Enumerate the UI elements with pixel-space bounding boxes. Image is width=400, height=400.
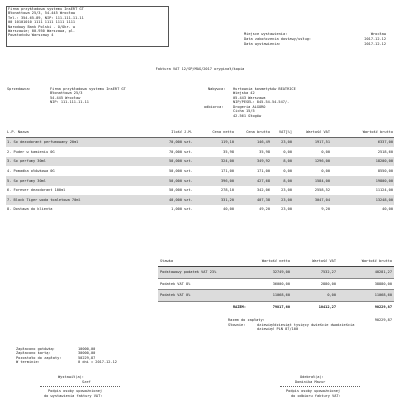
vat-col-vat: Wartość VAT: [292, 256, 338, 267]
item-unit: szt.: [183, 137, 205, 147]
vat-gross: 11068,60: [338, 290, 394, 301]
item-vat-rate: 8,00: [271, 157, 293, 167]
seller-line: NIP: 111-111-11-11: [50, 100, 89, 105]
issue-date-label: Data wystawienia:: [244, 42, 281, 46]
buyer-line: Wiejska 42: [233, 91, 255, 96]
item-vat-value: 3047,04: [293, 195, 331, 205]
item-qty: 50,000: [169, 188, 182, 193]
buyer-block: [233, 87, 296, 105]
seller-line: Błonattowa 25/3: [50, 91, 83, 96]
item-vat-value: 1917,51: [293, 137, 331, 147]
item-unit: szt.: [183, 195, 205, 205]
seller-header-line: Firma przykładowa systemu InsERT GT: [8, 7, 84, 11]
vat-summary-table: [158, 256, 394, 312]
item-gross-price: 342,06: [257, 188, 270, 193]
item-gross-value: 18200,00: [331, 157, 394, 167]
vat-gross: 38880,00: [338, 278, 394, 289]
item-qty: 40,000: [151, 195, 183, 205]
received-caption-1: Podpis osoby upoważnionej: [286, 389, 341, 393]
item-vat-rate: 8,00: [271, 176, 293, 186]
item-net-price: 278,10: [221, 188, 234, 193]
item-name: 7. Black Tiger woda toaletowa 70ml: [6, 195, 151, 205]
item-net-price: 40,00: [223, 207, 234, 212]
item-vat-rate: 23,00: [271, 195, 293, 205]
item-net-price: 35,98: [223, 149, 234, 154]
item-vat-value: 1296,00: [293, 157, 331, 167]
payment-value: 0 dni = 2017-12-12: [78, 360, 117, 365]
payment-value: 10000,00: [78, 347, 96, 351]
buyer-line: 05-443 Warszawa: [233, 95, 266, 100]
item-row: [6, 205, 394, 215]
item-gross-price: 427,68: [235, 176, 271, 186]
vat-sum-gross: 90229,87: [374, 304, 392, 309]
seller-line: Firma przykładowa systemu InsERT GT: [50, 87, 126, 91]
seller-header-line: Powstańców Warszawy 4: [8, 33, 54, 38]
payment-label: W terminie:: [16, 360, 40, 365]
in-words-label: Słownie:: [228, 323, 246, 327]
item-unit: szt.: [184, 188, 193, 193]
delivery-date-value: 2017-12-12: [364, 37, 386, 41]
issued-by-label: Wystawił(a):: [58, 375, 84, 379]
vat-net: 32749,00: [248, 267, 292, 278]
item-gross-value: 2518,60: [377, 149, 393, 154]
item-gross-value: 13248,00: [331, 195, 394, 205]
received-signature-line: [280, 386, 360, 387]
payment-line: [16, 360, 117, 364]
vat-col-net: Wartość netto: [248, 256, 292, 267]
items-table: [6, 127, 394, 214]
vat-rate: Podatek VAT 8%: [158, 278, 248, 289]
payment-value: 50229,87: [78, 355, 96, 360]
invoice-title: Faktura VAT 12/SP/MAG/2017 oryginał/kopia: [155, 67, 245, 71]
item-net-price: 171,00: [221, 168, 234, 173]
recipient-line: Drogeria ALGORO: [233, 105, 266, 109]
vat-col-gross: Wartość brutto: [338, 256, 394, 267]
item-vat-value: 2558,52: [314, 188, 330, 193]
seller-line: 54-445 Wrocław: [50, 95, 81, 100]
vat-vat: 7532,27: [292, 267, 338, 278]
item-name: 6. Forever dezodorant 100ml: [7, 188, 66, 193]
vat-rate: Podatek VAT 0%: [158, 290, 248, 301]
vat-col-rate: Stawka: [158, 256, 248, 267]
items-body: [6, 137, 394, 214]
col-header-name: L.P. Nazwa: [6, 127, 151, 137]
issued-by-name: Szef: [82, 380, 91, 384]
item-row: [6, 186, 394, 196]
issued-signature-line: [40, 386, 120, 387]
seller-header-line: Narodowy Bank Polski - O/Okr. w: [8, 24, 76, 29]
vat-header-row: [158, 256, 394, 267]
vat-row: [158, 290, 394, 301]
vat-sum-label: RAZEM:: [233, 304, 246, 309]
items-header-row: [6, 127, 394, 137]
item-gross-price: 349,92: [235, 157, 271, 167]
item-gross-value: 19800,00: [331, 176, 394, 186]
col-header-qty: Ilość: [151, 127, 183, 137]
item-vat-value: 9,20: [321, 207, 330, 212]
issue-date-value: 2017-12-12: [364, 42, 386, 46]
seller-header-line: 00 10101010 1111 1111 1111 1111: [8, 20, 76, 25]
item-row: [6, 147, 394, 157]
seller-block: [50, 87, 126, 105]
item-unit: szt.: [184, 168, 193, 173]
item-gross-price: 146,49: [235, 137, 271, 147]
buyer-line: Hurtownia kosmetyków BEATRICE: [233, 87, 296, 91]
seller-header-line: Tel.: 354-65-89, NIP: 111-111-11-11: [8, 15, 84, 20]
item-qty: 70,000: [169, 149, 182, 154]
vat-net: 11068,60: [248, 290, 292, 301]
item-name: 3. So perfumy 30ml: [6, 157, 151, 167]
seller-label: Sprzedawca:: [7, 87, 31, 91]
col-header-vat-rate: VAT[%]: [271, 127, 293, 137]
recipient-block: [233, 105, 265, 118]
item-row: [6, 166, 394, 176]
item-qty: 50,000: [151, 176, 183, 186]
seller-header-line: Warszawie; 00-950 Warszawa, pl.: [8, 29, 76, 34]
item-net-price: 324,00: [205, 157, 235, 167]
item-unit: szt.: [184, 207, 193, 212]
item-qty: 1,000: [171, 207, 182, 212]
item-vat-value: 0,00: [321, 149, 330, 154]
vat-sum-net: 79817,60: [272, 304, 290, 309]
vat-net: 36000,00: [248, 278, 292, 289]
vat-gross: 40281,27: [338, 267, 394, 278]
vat-row: [158, 267, 394, 278]
item-net-price: 396,00: [205, 176, 235, 186]
payment-value: 30000,00: [78, 351, 96, 356]
item-qty: 50,000: [169, 168, 182, 173]
item-gross-price: 35,98: [259, 149, 270, 154]
received-caption-2: do odbioru faktury VAT:: [291, 394, 341, 398]
item-net-price: 119,10: [205, 137, 235, 147]
recipient-line: 42-561 Głogów: [233, 113, 262, 118]
vat-rate: Podstawowy podatek VAT 23%: [158, 267, 248, 278]
received-by-label: Odebrał(a):: [300, 375, 324, 379]
item-row: [6, 176, 394, 186]
col-header-gross-price: Cena brutto: [235, 127, 271, 137]
item-vat-rate: 0,00: [283, 149, 292, 154]
item-vat-value: 0,00: [321, 168, 330, 173]
item-qty: 50,000: [151, 157, 183, 167]
in-words-value: dziewięćdziesiąt tysięcy dwieście dwadzieścia dziewięć PLN 87/100: [257, 323, 355, 332]
vat-vat: 0,00: [292, 290, 338, 301]
payment-label: Zapłacono gotówką:: [16, 347, 55, 351]
received-by-name: Dominika Mazur: [295, 380, 326, 384]
payment-block: [16, 347, 117, 365]
item-gross-price: 49,20: [259, 207, 270, 212]
buyer-line: NIP/PESEL: 845-54-54-547/-: [233, 100, 290, 105]
col-header-vat-value: Wartość VAT: [293, 127, 331, 137]
place-label: Miejsce wystawienia:: [244, 32, 288, 36]
item-unit: szt.: [183, 157, 205, 167]
col-header-unit: J.M.: [183, 127, 205, 137]
item-name: 4. Pomadka ołówkowa 0G: [7, 168, 55, 173]
vat-sum-vat: 10412,27: [318, 304, 336, 309]
issued-caption-2: do wystawienia faktury VAT:: [44, 394, 103, 398]
item-unit: szt.: [184, 149, 193, 154]
item-gross-value: 40,00: [382, 207, 393, 212]
delivery-date-label: Data zakończenia dostawy/usług:: [244, 37, 312, 41]
item-name: 2. Puder w kamieniu 0G: [7, 149, 55, 154]
item-unit: szt.: [183, 176, 205, 186]
payment-label: Pozostało do zapłaty:: [16, 355, 62, 360]
recipient-label: odbiorca:: [204, 105, 224, 109]
item-vat-rate: 23,00: [271, 137, 293, 147]
item-gross-value: 6337,00: [331, 137, 394, 147]
item-gross-value: 8550,00: [377, 168, 393, 173]
item-gross-value: 11124,00: [375, 188, 393, 193]
col-header-gross-value: Wartość brutto: [331, 127, 394, 137]
recipient-line: Cicha 15/5: [233, 109, 255, 114]
item-gross-price: 407,38: [235, 195, 271, 205]
item-name: 5. So perfumy 30ml: [6, 176, 151, 186]
vat-vat: 2880,00: [292, 278, 338, 289]
item-name: 8. Dostawa do klienta: [7, 207, 53, 212]
vat-row: [158, 278, 394, 289]
item-row: [6, 137, 394, 147]
item-vat-rate: 23,00: [281, 207, 292, 212]
item-row: [6, 157, 394, 167]
item-vat-value: 1584,00: [293, 176, 331, 186]
payment-label: Zapłacono kartą:: [16, 351, 51, 356]
item-vat-rate: 0,00: [283, 168, 292, 173]
col-header-net-price: Cena netto: [205, 127, 235, 137]
place-value: Wrocław: [370, 32, 386, 36]
vat-sum-row: [158, 301, 394, 312]
to-pay-value: 90229,87: [374, 318, 392, 322]
issued-caption-1: Podpis osoby upoważnionej: [48, 389, 103, 393]
item-net-price: 331,20: [205, 195, 235, 205]
item-name: 1. So dezodorant perfumowany 20ml: [6, 137, 151, 147]
seller-header: [8, 7, 84, 38]
to-pay-label: Razem do zapłaty:: [228, 318, 265, 322]
buyer-label: Nabywca:: [208, 87, 226, 91]
item-gross-price: 171,00: [257, 168, 270, 173]
item-row: [6, 195, 394, 205]
item-qty: 70,000: [151, 137, 183, 147]
seller-header-line: Błonattowa 25/3, 54-445 Wrocław: [8, 11, 76, 16]
item-vat-rate: 23,00: [281, 188, 292, 193]
